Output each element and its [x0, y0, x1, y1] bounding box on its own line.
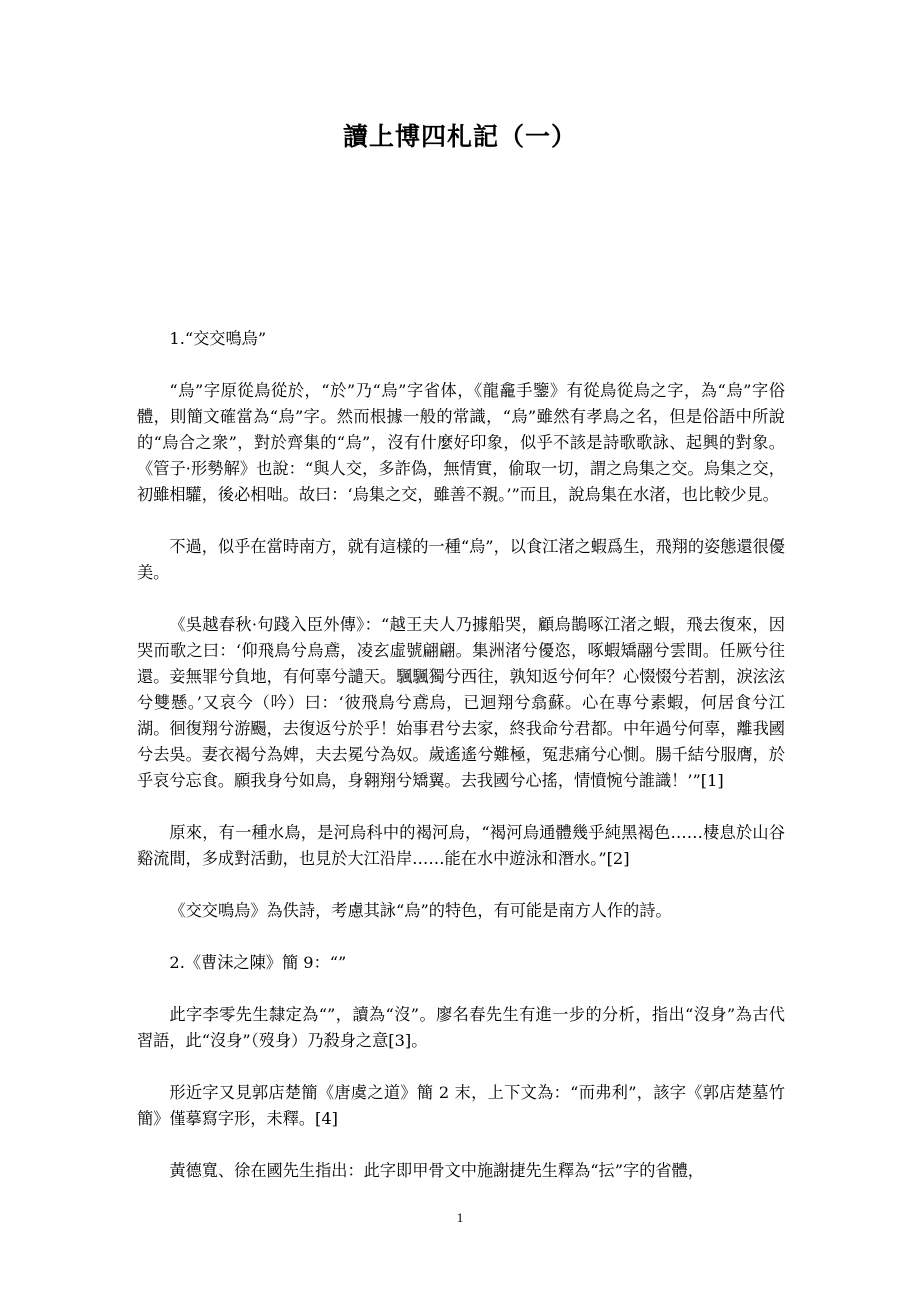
- page-number: 1: [456, 1210, 464, 1225]
- paragraph: “烏”字原從鳥從於，“於”乃“烏”字省体，《龍龕手鑒》有從鳥從烏之字，為“烏”字俗體，則簡文確當為“烏”字。然而根據一般的常識，“烏”雖然有孝鳥之名，但是俗語中所說的“烏合之衆”，對於齊集的“烏”，沒有什麼好印象，似乎不該是詩歌歌詠、起興的對象。《管子·形勢解》也說：“與人交，多詐偽，無情實，偷取一切，謂之烏集之交。烏集之交，初雖相驩，後必相咄。故曰：‘烏集之交，雖善不親。’”而且，說烏集在水渚，也比較少見。: [137, 381, 785, 504]
- document-body: [137, 326, 785, 1210]
- section-heading-2: 2.《曹沫之陳》簡 9：“”: [169, 953, 347, 972]
- paragraph: 此字李零先生隸定為“”，讀為“沒”。廖名春先生有進一步的分析，指出“沒身”為古代習語，此“沒身”（歿身）乃殺身之意[3]。: [137, 1005, 785, 1050]
- document-title: 讀上博四札記（一）: [342, 122, 577, 151]
- paragraph: 原來，有一種水鳥，是河烏科中的褐河烏，“褐河烏通體幾乎純黑褐色……棲息於山谷谿流間，多成對活動，也見於大江沿岸……能在水中遊泳和潛水。”[2]: [137, 823, 785, 868]
- paragraph: 不過，似乎在當時南方，就有這樣的一種“烏”，以食江渚之蝦爲生，飛翔的姿態還很優美。: [137, 537, 785, 582]
- paragraph: 黃德寬、徐在國先生指出：此字即甲骨文中施謝捷先生釋為“抎”字的省體，: [169, 1161, 704, 1180]
- paragraph: 《交交鳴烏》為佚詩，考慮其詠“烏”的特色，有可能是南方人作的詩。: [169, 901, 672, 920]
- paragraph: 《吳越春秋·句踐入臣外傳》：“越王夫人乃據船哭，顧烏鵲啄江渚之蝦，飛去復來，因哭而歌之曰：‘仰飛鳥兮烏鳶，凌玄虛號翩翩。集洲渚兮優恣，啄蝦矯翮兮雲間。任厥兮往還。妾無罪兮負地，有何辜兮譴天。颿颿獨兮西往，孰知返兮何年？心惙惙兮若割，淚泫泫兮雙懸。’又哀今（吟）曰：‘彼飛鳥兮鳶烏，已迴翔兮翕蘇。心在專兮素蝦，何居食兮江湖。徊復翔兮游颺，去復返兮於乎！始事君兮去家，終我命兮君都。中年過兮何辜，離我國兮去吳。妻衣褐兮為婢，夫去冕兮為奴。歲遙遙兮難極，冤悲痛兮心惻。腸千結兮服膺，於乎哀兮忘食。願我身兮如鳥，身翱翔兮矯翼。去我國兮心搖，情憤惋兮誰識！’”[1]: [137, 615, 785, 790]
- paragraph: 形近字又見郭店楚簡《唐虞之道》簡 2 末，上下文為：“而弗利”，該字《郭店楚墓竹簡》僅摹寫字形，未釋。[4]: [137, 1083, 785, 1128]
- section-heading-1: 1.“交交鳴烏”: [169, 329, 267, 348]
